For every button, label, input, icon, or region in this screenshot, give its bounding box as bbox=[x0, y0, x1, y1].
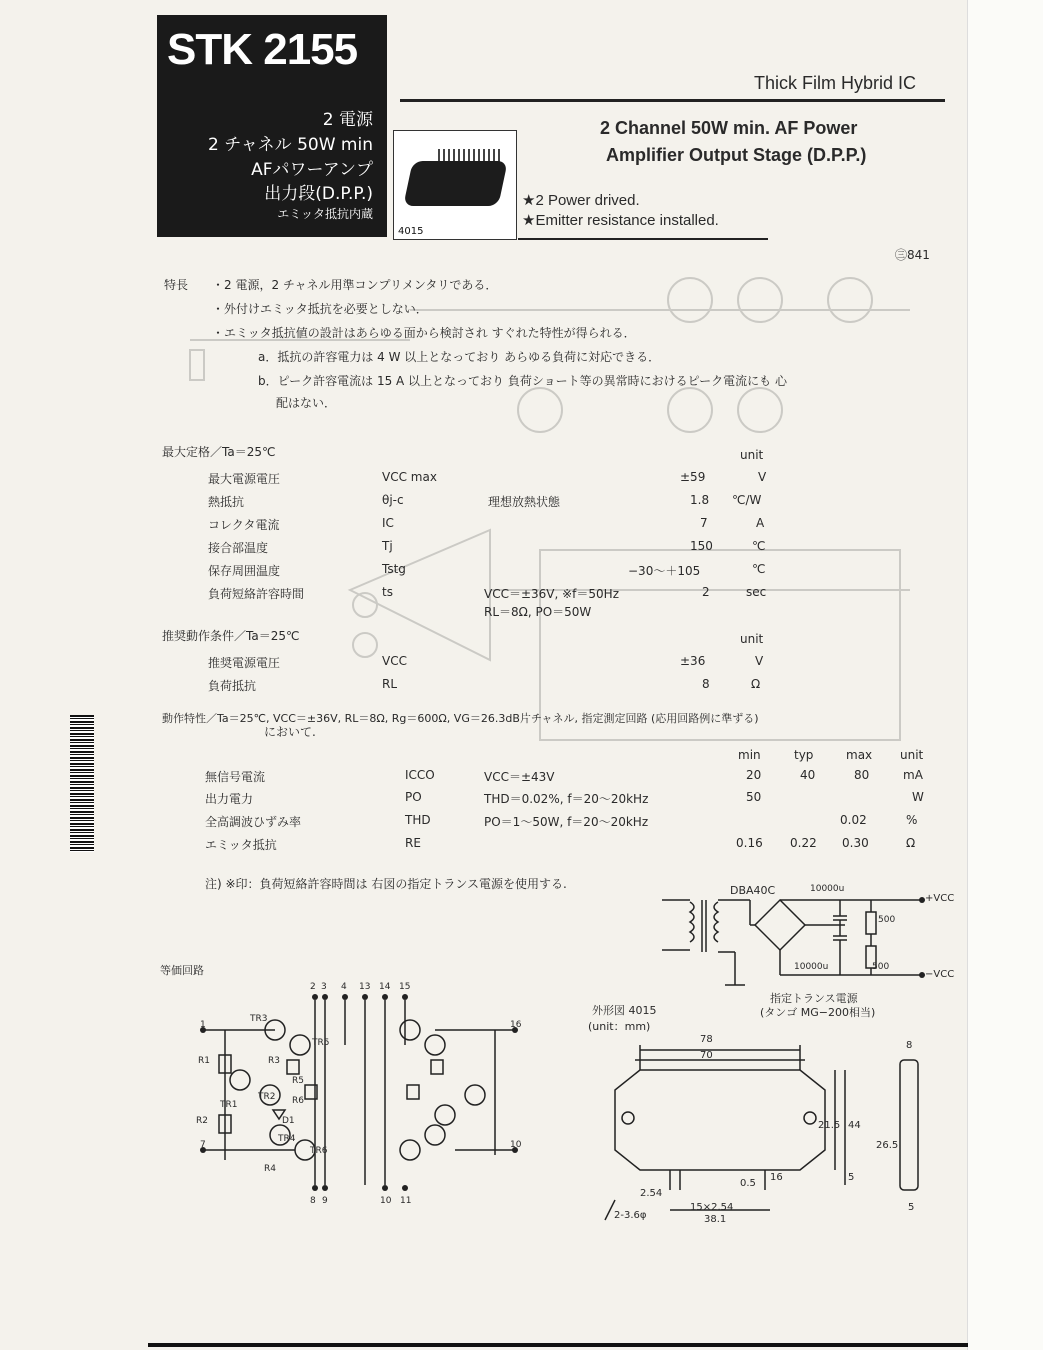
cap-bottom-label: 10000u bbox=[794, 962, 829, 972]
rating-unit: ℃/W bbox=[732, 493, 762, 507]
ps-caption-2: (タンゴ MG−200相当) bbox=[760, 1006, 876, 1019]
cap-top-label: 10000u bbox=[810, 884, 845, 894]
condition-symbol: RL bbox=[382, 677, 398, 691]
char-min: 20 bbox=[746, 768, 762, 782]
package-outline-label: 外形図 4015 bbox=[592, 1004, 657, 1017]
component-r6: R6 bbox=[292, 1096, 304, 1106]
vcc-neg-label: −VCC bbox=[925, 969, 955, 980]
dim-38-1: 38.1 bbox=[704, 1214, 727, 1225]
component-r1: R1 bbox=[198, 1056, 210, 1066]
component-r4: R4 bbox=[264, 1164, 276, 1174]
ps-caption-1: 指定トランス電源 bbox=[770, 992, 858, 1005]
pin-label-in-1: 1 bbox=[200, 1020, 206, 1030]
title-jp-line-1: 2 電源 bbox=[322, 110, 373, 130]
part-number: STK 2155 bbox=[167, 25, 358, 74]
package-photo bbox=[393, 130, 517, 240]
condition-value: 8 bbox=[702, 677, 710, 691]
pin-label-bottom-8: 8 bbox=[310, 1196, 316, 1206]
char-name: 全高調波ひずみ率 bbox=[205, 815, 302, 829]
pin-label-in-7: 7 bbox=[200, 1140, 206, 1150]
package-chip bbox=[403, 161, 508, 206]
char-name: エミッタ抵抗 bbox=[205, 838, 277, 852]
feature-en-1: ★2 Power drived. bbox=[522, 192, 640, 209]
package-outline-drawing bbox=[600, 1030, 940, 1230]
feature-jp-6: 配はない． bbox=[276, 396, 337, 410]
pin-label-top-4: 4 bbox=[341, 982, 347, 992]
page-edge bbox=[967, 0, 1043, 1350]
pin-label-bottom-10: 10 bbox=[380, 1196, 392, 1206]
equiv-circuit-label: 等価回路 bbox=[160, 964, 204, 977]
package-photo-label: 4015 bbox=[398, 226, 424, 237]
rating-unit: sec bbox=[746, 585, 767, 599]
char-typ: 0.22 bbox=[790, 836, 817, 850]
rating-value: 150 bbox=[690, 539, 713, 553]
op-header-min: min bbox=[738, 748, 761, 762]
header-rule bbox=[400, 99, 945, 102]
pin-label-top-2: 2 bbox=[310, 982, 316, 992]
rec-conditions-unit-header: unit bbox=[740, 632, 764, 646]
char-condition: PO＝1〜50W, f＝20〜20kHz bbox=[484, 815, 649, 829]
equivalent-circuit-diagram bbox=[195, 985, 525, 1205]
rating-name: 最大電源電圧 bbox=[208, 472, 281, 486]
component-r3: R3 bbox=[268, 1056, 280, 1066]
rating-symbol: IC bbox=[382, 516, 394, 530]
condition-unit: V bbox=[755, 654, 764, 668]
rating-name: コレクタ電流 bbox=[208, 518, 280, 532]
rating-value: ±59 bbox=[680, 470, 706, 484]
char-unit: mA bbox=[903, 768, 923, 782]
char-max: 0.30 bbox=[842, 836, 869, 850]
vcc-pos-label: +VCC bbox=[925, 893, 955, 904]
rating-name: 保存周囲温度 bbox=[208, 564, 281, 578]
dim-78: 78 bbox=[700, 1034, 713, 1045]
pin-label-out-10: 10 bbox=[510, 1140, 522, 1150]
pin-label-bottom-9: 9 bbox=[322, 1196, 328, 1206]
max-ratings-heading: 最大定格／Ta＝25℃ bbox=[162, 445, 276, 459]
title-block bbox=[157, 15, 387, 237]
dim-44: 44 bbox=[848, 1120, 861, 1131]
note: 注) ※印：負荷短絡許容時間は 右図の指定トランス電源を使用する. bbox=[205, 877, 567, 891]
features-label: 特長 bbox=[164, 278, 189, 292]
component-tr6: TR6 bbox=[310, 1146, 328, 1156]
condition-name: 推奨電源電圧 bbox=[208, 656, 281, 670]
feature-en-2: ★Emitter resistance installed. bbox=[522, 212, 719, 229]
doc-code: ㊂841 bbox=[895, 248, 930, 262]
pin-label-out-16: 16 bbox=[510, 1020, 522, 1030]
char-max: 0.02 bbox=[840, 813, 867, 827]
char-name: 出力電力 bbox=[205, 792, 254, 806]
pin-label-top-3: 3 bbox=[321, 982, 327, 992]
rating-unit: ℃ bbox=[752, 539, 766, 553]
op-header-max: max bbox=[846, 748, 873, 762]
dim-2-54: 2.54 bbox=[640, 1188, 663, 1199]
component-r2: R2 bbox=[196, 1116, 208, 1126]
char-symbol: PO bbox=[405, 790, 422, 804]
dim-hole: 2-3.6φ bbox=[614, 1210, 647, 1221]
title-jp-line-3: AFパワーアンプ bbox=[251, 160, 373, 180]
rating-value: −30〜＋105 bbox=[628, 564, 701, 578]
rating-name: 接合部温度 bbox=[208, 541, 269, 555]
rating-symbol: ts bbox=[382, 585, 393, 599]
rating-value: 2 bbox=[702, 585, 710, 599]
char-unit: Ω bbox=[906, 836, 916, 850]
max-ratings-unit-header: unit bbox=[740, 448, 764, 462]
char-symbol: ICCO bbox=[405, 768, 435, 782]
pin-label-top-13: 13 bbox=[359, 982, 371, 992]
char-symbol: THD bbox=[405, 813, 431, 827]
res-bottom-label: 500 bbox=[872, 962, 890, 972]
rating-value: 1.8 bbox=[690, 493, 710, 507]
dim-21-5: 21.5 bbox=[818, 1120, 841, 1131]
dim-70: 70 bbox=[700, 1050, 713, 1061]
dim-16: 16 bbox=[770, 1172, 783, 1183]
feature-jp-5: b．ピーク許容電流は 15 A 以上となっており 負荷ショート等の異常時におけるピーク電流にも 心 bbox=[258, 374, 787, 388]
rating-unit: V bbox=[758, 470, 767, 484]
char-condition: VCC＝±43V bbox=[484, 770, 555, 784]
feature-jp-2: ・外付けエミッタ抵抗を必要としない． bbox=[212, 302, 428, 316]
condition-name: 負荷抵抗 bbox=[208, 679, 257, 693]
char-min: 0.16 bbox=[736, 836, 763, 850]
dim-15x2-54: 15×2.54 bbox=[690, 1202, 734, 1213]
title-jp-line-4: 出力段(D.P.P.) bbox=[264, 184, 373, 204]
component-tr1: TR1 bbox=[220, 1100, 238, 1110]
feature-rule bbox=[518, 238, 768, 240]
condition-unit: Ω bbox=[751, 677, 761, 691]
pin-label-top-15: 15 bbox=[399, 982, 411, 992]
pin-label-top-14: 14 bbox=[379, 982, 391, 992]
component-r5: R5 bbox=[292, 1076, 304, 1086]
op-header-typ: typ bbox=[794, 748, 814, 762]
char-condition: THD＝0.02%, f＝20〜20kHz bbox=[484, 792, 649, 806]
rating-symbol: Tj bbox=[382, 539, 393, 553]
condition-symbol: VCC bbox=[382, 654, 407, 668]
bottom-rule bbox=[148, 1343, 968, 1347]
category-label: Thick Film Hybrid IC bbox=[754, 73, 917, 93]
rec-conditions-heading: 推奨動作条件／Ta＝25℃ bbox=[162, 629, 300, 643]
rating-condition: VCC＝±36V, ※f＝50Hz bbox=[484, 587, 620, 601]
rating-condition: 理想放熱状態 bbox=[488, 495, 561, 509]
rating-unit: ℃ bbox=[752, 562, 766, 576]
pin-label-bottom-11: 11 bbox=[400, 1196, 412, 1206]
component-tr5: TR5 bbox=[312, 1038, 330, 1048]
char-name: 無信号電流 bbox=[205, 770, 266, 784]
rating-symbol: VCC max bbox=[382, 470, 437, 484]
char-unit: % bbox=[906, 813, 918, 827]
dim-26-5: 26.5 bbox=[876, 1140, 899, 1151]
barcode bbox=[70, 715, 94, 852]
op-header-unit: unit bbox=[900, 748, 924, 762]
rating-unit: A bbox=[756, 516, 765, 530]
rating-name: 負荷短絡許容時間 bbox=[208, 587, 305, 601]
component-tr4: TR4 bbox=[278, 1134, 296, 1144]
component-tr2: TR2 bbox=[258, 1092, 276, 1102]
dim-5: 5 bbox=[848, 1172, 855, 1183]
rating-extra-condition: RL＝8Ω, PO＝50W bbox=[484, 605, 592, 619]
title-jp-line-2: 2 チャネル 50W min bbox=[207, 135, 373, 155]
char-typ: 40 bbox=[800, 768, 816, 782]
condition-value: ±36 bbox=[680, 654, 706, 668]
feature-jp-4: a．抵抗の許容電力は 4 W 以上となっており あらゆる負荷に対応できる． bbox=[258, 350, 661, 364]
dim-8: 8 bbox=[906, 1040, 913, 1051]
package-unit-label: (unit：mm) bbox=[588, 1020, 651, 1033]
dim-0-5: 0.5 bbox=[740, 1178, 756, 1189]
char-unit: W bbox=[912, 790, 924, 804]
title-jp-line-5: エミッタ抵抗内蔵 bbox=[277, 207, 373, 221]
char-symbol: RE bbox=[405, 836, 421, 850]
dim-5-side: 5 bbox=[908, 1202, 915, 1213]
rating-name: 熱抵抗 bbox=[208, 495, 245, 509]
char-min: 50 bbox=[746, 790, 762, 804]
op-characteristics-heading-cont: において. bbox=[264, 725, 316, 739]
title-en-line-1: 2 Channel 50W min. AF Power bbox=[600, 118, 858, 138]
title-en-line-2: Amplifier Output Stage (D.P.P.) bbox=[606, 145, 867, 165]
res-top-label: 500 bbox=[878, 915, 896, 925]
rating-symbol: Tstg bbox=[382, 562, 406, 576]
rating-value: 7 bbox=[700, 516, 708, 530]
op-characteristics-heading: 動作特性／Ta＝25℃, VCC＝±36V, RL＝8Ω, Rg＝600Ω, VG＝26.3dB片チャネル, 指定測定回路 (応用回路例に準ずる) bbox=[162, 712, 759, 725]
component-d1: D1 bbox=[282, 1116, 295, 1126]
component-tr3: TR3 bbox=[250, 1014, 268, 1024]
feature-jp-3: ・エミッタ抵抗値の設計はあらゆる面から検討され すぐれた特性が得られる． bbox=[212, 326, 636, 340]
bridge-label: DBA40C bbox=[730, 884, 776, 897]
char-max: 80 bbox=[854, 768, 870, 782]
feature-jp-1: ・2 電源，2 チャネル用準コンプリメンタリである． bbox=[212, 278, 498, 292]
rating-symbol: θj-c bbox=[382, 493, 404, 507]
